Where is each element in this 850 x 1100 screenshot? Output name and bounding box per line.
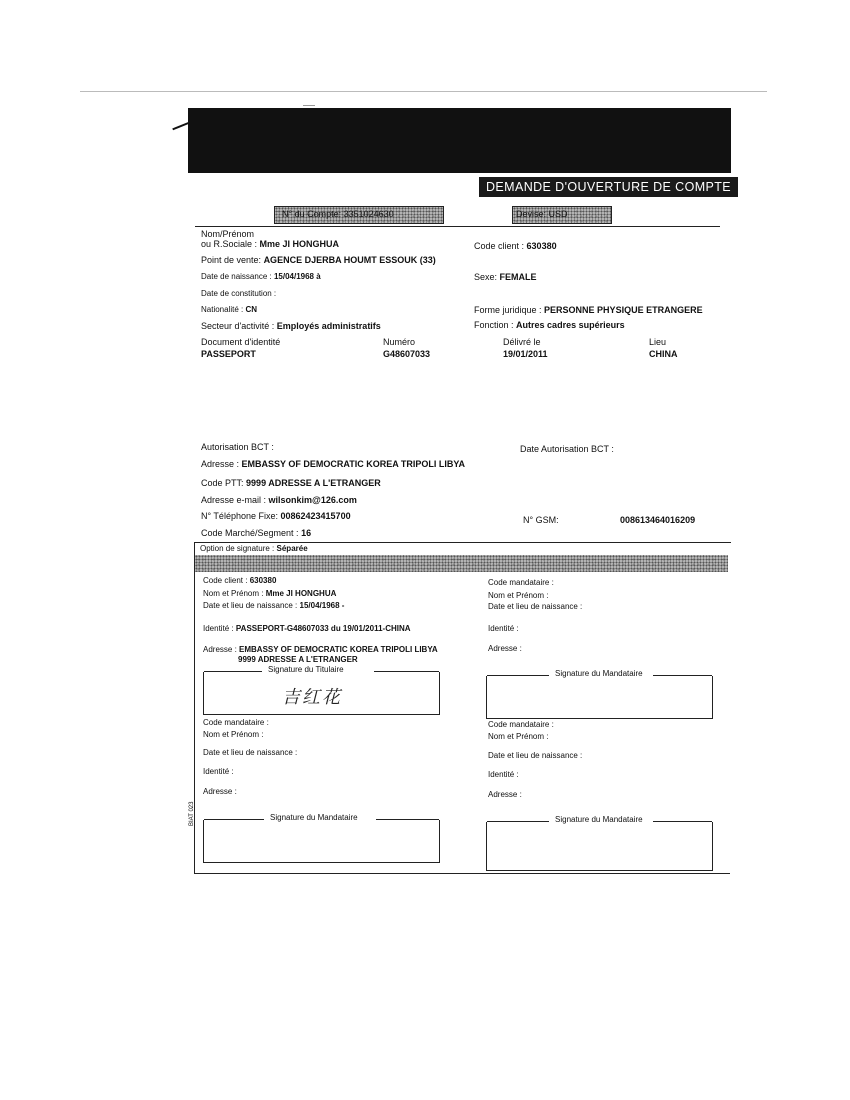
- rm1-adresse-label: Adresse :: [488, 644, 522, 653]
- lm-adresse-label: Adresse :: [203, 787, 237, 796]
- tit-identite-value: PASSEPORT-G48607033 du 19/01/2011-CHINA: [235, 624, 411, 633]
- header-banner: [188, 108, 731, 173]
- header-rule: [195, 226, 720, 227]
- marche-label: Code Marché/Segment :: [201, 528, 299, 538]
- doc-label: Document d'identité: [201, 337, 281, 347]
- point-vente-value: AGENCE DJERBA HOUMT ESSOUK (33): [263, 255, 436, 265]
- numero-value: G48607033: [383, 349, 431, 359]
- rm1-sig-line-left: [487, 675, 549, 676]
- delivre-value: 19/01/2011: [503, 349, 548, 359]
- nationalite-value: CN: [245, 305, 258, 314]
- currency: Devise: USD: [516, 209, 568, 219]
- naissance-row: [201, 272, 321, 281]
- tit-identite-row: [203, 624, 411, 633]
- secteur-row: [201, 321, 381, 331]
- lm-nom-label: Nom et Prénom :: [203, 730, 264, 739]
- tit-identite-label: Identité :: [203, 624, 234, 633]
- lm-code-label: Code mandataire :: [203, 718, 269, 727]
- email-value: wilsonkim@126.com: [268, 495, 357, 505]
- right-mandataire-signature-box-2: [486, 815, 713, 871]
- lm-sig-line-left: [204, 819, 264, 820]
- email-label: Adresse e-mail :: [201, 495, 267, 505]
- tit-sig-line-right: [374, 671, 439, 672]
- tel-row: [201, 511, 351, 521]
- constitution-label: Date de constitution :: [201, 289, 277, 298]
- tit-nom-label: Nom et Prénom :: [203, 589, 264, 598]
- tit-code-label: Code client :: [203, 576, 248, 585]
- form-title: [479, 177, 738, 197]
- tel-label: N° Téléphone Fixe:: [201, 511, 278, 521]
- secteur-label: Secteur d'activité :: [201, 321, 275, 331]
- rm2-adresse-label: Adresse :: [488, 790, 522, 799]
- rm2-sig-line-right: [653, 821, 712, 822]
- rm1-code-label: Code mandataire :: [488, 578, 554, 587]
- lm-identite-label: Identité :: [203, 767, 234, 776]
- delivre-label: Délivré le: [503, 337, 541, 347]
- fonction-value: Autres cadres supérieurs: [516, 320, 625, 330]
- rm2-sig-line-left: [487, 821, 549, 822]
- tit-nom-row: [203, 589, 336, 598]
- fonction-label: Fonction :: [474, 320, 514, 330]
- option-value: Séparée: [276, 544, 308, 553]
- numero-label: Numéro: [383, 337, 416, 347]
- social-label: ou R.Sociale :: [201, 239, 258, 249]
- gsm-value: 008613464016209: [620, 515, 696, 525]
- fonction-row: [474, 320, 625, 330]
- bct-label: Autorisation BCT :: [201, 442, 274, 452]
- nationalite-row: [201, 305, 257, 314]
- naissance-value: 15/04/1968 à: [273, 272, 321, 281]
- rm2-identite-label: Identité :: [488, 770, 519, 779]
- left-mandataire-signature-box: [203, 813, 440, 863]
- lieu-value: CHINA: [649, 349, 678, 359]
- tit-naissance-value: 15/04/1968 -: [299, 601, 345, 610]
- nationalite-label: Nationalité :: [201, 305, 244, 314]
- rm2-naissance-label: Date et lieu de naissance :: [488, 751, 583, 760]
- secteur-value: Employés administratifs: [276, 321, 381, 331]
- tit-naissance-row: [203, 601, 344, 610]
- rm1-sig-title: Signature du Mandataire: [549, 669, 649, 678]
- forme-value: PERSONNE PHYSIQUE ETRANGERE: [544, 305, 703, 315]
- sexe-label: Sexe:: [474, 272, 498, 282]
- titulaire-signature: 吉红花: [282, 687, 342, 708]
- side-code: BIAT 023: [189, 801, 195, 826]
- tit-adresse-label: Adresse :: [203, 645, 237, 654]
- rm1-nom-label: Nom et Prénom :: [488, 591, 549, 600]
- sexe-value: FEMALE: [499, 272, 537, 282]
- adresse-value: EMBASSY OF DEMOCRATIC KOREA TRIPOLI LIBYA: [241, 459, 466, 469]
- tit-code-value: 630380: [249, 576, 277, 585]
- point-vente-row: [201, 255, 436, 265]
- tit-naissance-label: Date et lieu de naissance :: [203, 601, 298, 610]
- account-number: N° du Compte: 3351024630: [282, 209, 394, 219]
- tel-value: 00862423415700: [280, 511, 351, 521]
- adresse-label: Adresse :: [201, 459, 240, 469]
- ptt-value: 9999 ADRESSE A L'ETRANGER: [246, 478, 381, 488]
- form-title-text: DEMANDE D'OUVERTURE DE COMPTE: [485, 180, 732, 194]
- adresse-row: [201, 459, 465, 469]
- lm-sig-line-right: [376, 819, 439, 820]
- rm1-identite-label: Identité :: [488, 624, 519, 633]
- rm1-naissance-label: Date et lieu de naissance :: [488, 602, 583, 611]
- top-rule: [80, 91, 767, 92]
- tit-sig-title: Signature du Titulaire: [262, 665, 350, 674]
- right-mandataire-signature-box-1: [486, 669, 713, 719]
- scan-mark: [303, 105, 315, 106]
- tit-sig-line-left: [204, 671, 262, 672]
- social-row: [201, 239, 339, 249]
- titulaire-signature-box: [203, 665, 440, 715]
- marche-value: 16: [301, 528, 312, 538]
- lm-sig-title: Signature du Mandataire: [264, 813, 364, 822]
- code-client-label: Code client :: [474, 241, 525, 251]
- option-label: Option de signature :: [200, 544, 275, 553]
- bottom-rule: [194, 873, 730, 874]
- forme-label: Forme juridique :: [474, 305, 542, 315]
- tit-code-row: [203, 576, 276, 585]
- bct-date-label: Date Autorisation BCT :: [520, 444, 614, 454]
- social-value: Mme JI HONGHUA: [259, 239, 340, 249]
- name-label: Nom/Prénom: [201, 229, 255, 239]
- tit-adresse-line2: 9999 ADRESSE A L'ETRANGER: [238, 655, 358, 664]
- option-row: [200, 544, 308, 553]
- gsm-label: N° GSM:: [523, 515, 559, 525]
- rm1-sig-line-right: [653, 675, 712, 676]
- doc-value: PASSEPORT: [201, 349, 256, 359]
- code-client-row: [474, 241, 557, 251]
- email-row: [201, 495, 357, 505]
- tit-adresse-row: [203, 645, 438, 654]
- marche-row: [201, 528, 311, 538]
- lm-naissance-label: Date et lieu de naissance :: [203, 748, 298, 757]
- tit-nom-value: Mme JI HONGHUA: [265, 589, 337, 598]
- lieu-label: Lieu: [649, 337, 667, 347]
- rm2-sig-title: Signature du Mandataire: [549, 815, 649, 824]
- point-vente-label: Point de vente:: [201, 255, 262, 265]
- code-client-value: 630380: [526, 241, 557, 251]
- tit-adresse-line1: EMBASSY OF DEMOCRATIC KOREA TRIPOLI LIBYA: [239, 645, 438, 654]
- ptt-row: [201, 478, 381, 488]
- rm2-nom-label: Nom et Prénom :: [488, 732, 549, 741]
- ptt-label: Code PTT:: [201, 478, 244, 488]
- sexe-row: [474, 272, 537, 282]
- signature-band: [195, 555, 728, 572]
- forme-row: [474, 305, 703, 315]
- rm2-code-label: Code mandataire :: [488, 720, 554, 729]
- naissance-label: Date de naissance :: [201, 272, 272, 281]
